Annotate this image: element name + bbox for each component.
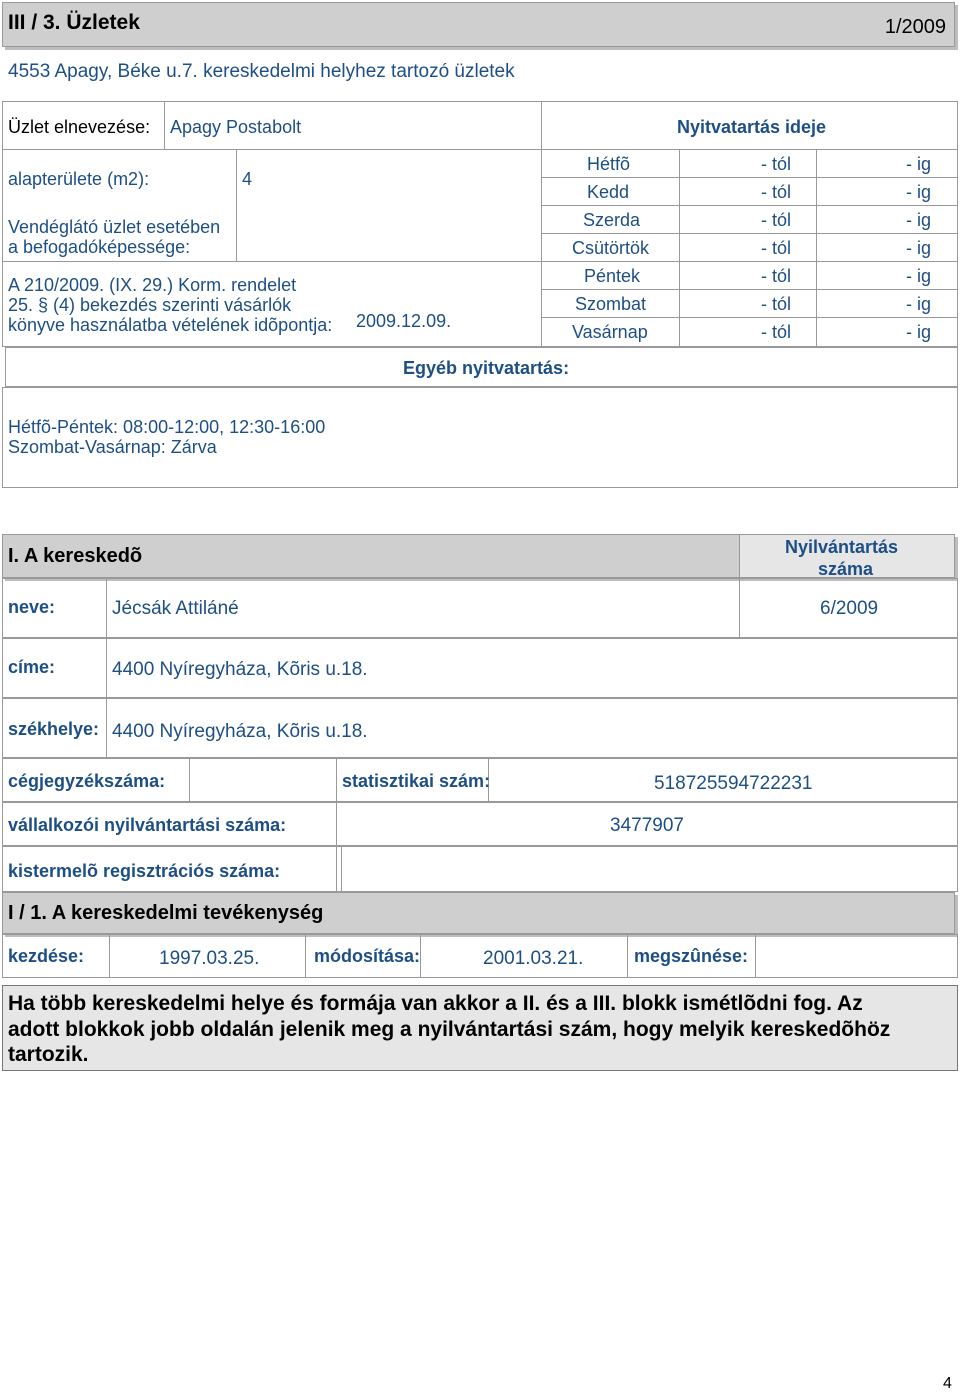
regulation-label-1: A 210/2009. (IX. 29.) Korm. rendelet xyxy=(8,275,297,295)
modified-label: módosítása: xyxy=(314,946,421,966)
start-value: 1997.03.25. xyxy=(159,948,260,969)
shop-name-value: Apagy Postabolt xyxy=(170,117,302,137)
day-monday: Hétfõ xyxy=(587,154,631,174)
company-reg-label: cégjegyzékszáma: xyxy=(8,771,166,791)
thursday-from: - tól xyxy=(761,238,792,258)
day-sunday: Vasárnap xyxy=(572,322,648,342)
tuesday-to: - ig xyxy=(906,182,932,202)
page-number: 4 xyxy=(943,1375,952,1392)
opening-hours-title: Nyitvatartás ideje xyxy=(677,117,827,137)
trader-section-title: I. A kereskedõ xyxy=(8,545,143,567)
note-line-3: tartozik. xyxy=(8,1043,89,1066)
trader-address-label: címe: xyxy=(8,657,56,677)
friday-from: - tól xyxy=(761,266,792,286)
regulation-label-2: 25. § (4) bekezdés szerinti vásárlók xyxy=(8,295,292,315)
trader-address-value: 4400 Nyíregyháza, Kõris u.18. xyxy=(112,659,368,680)
sunday-from: - tól xyxy=(761,322,792,342)
wednesday-to: - ig xyxy=(906,210,932,230)
capacity-label-2: a befogadóképessége: xyxy=(8,237,191,257)
trader-name-label: neve: xyxy=(8,597,56,617)
saturday-to: - ig xyxy=(906,294,932,314)
saturday-from: - tól xyxy=(761,294,792,314)
note-line-2: adott blokkok jobb oldalán jelenik meg a nyilvántartási szám, hogy melyik kereskedõhöz xyxy=(8,1018,891,1041)
friday-to: - ig xyxy=(906,266,932,286)
activity-section-title: I / 1. A kereskedelmi tevékenység xyxy=(8,902,324,924)
activity-dates-row xyxy=(2,934,958,978)
section-title: III / 3. Üzletek xyxy=(8,11,140,34)
trader-reg-number: 6/2009 xyxy=(820,598,879,619)
capacity-label-1: Vendéglátó üzlet esetében xyxy=(8,217,221,237)
day-wednesday: Szerda xyxy=(583,210,641,230)
trader-seat-label: székhelye: xyxy=(8,719,100,739)
reg-number-header-2: száma xyxy=(818,559,874,579)
area-label: alapterülete (m2): xyxy=(8,169,150,189)
modified-value: 2001.03.21. xyxy=(483,948,584,969)
trader-seat-value: 4400 Nyíregyháza, Kõris u.18. xyxy=(112,721,368,742)
other-hours-line-1: Hétfõ-Péntek: 08:00-12:00, 12:30-16:00 xyxy=(8,417,326,437)
entrepreneur-value: 3477907 xyxy=(610,815,684,836)
day-saturday: Szombat xyxy=(575,294,647,314)
wednesday-from: - tól xyxy=(761,210,792,230)
monday-from: - tól xyxy=(761,154,792,174)
stat-number-value: 518725594722231 xyxy=(654,773,813,794)
thursday-to: - ig xyxy=(906,238,932,258)
reg-number-header-1: Nyilvántartás xyxy=(785,537,899,557)
producer-label: kistermelõ regisztrációs száma: xyxy=(8,861,281,881)
stat-number-label: statisztikai szám: xyxy=(342,771,491,791)
regulation-date: 2009.12.09. xyxy=(356,311,452,331)
tuesday-from: - tól xyxy=(761,182,792,202)
end-label: megszûnése: xyxy=(634,946,749,966)
note-line-1: Ha több kereskedelmi helye és formája van akkor a II. és a III. blokk ismétlõdni fog. Az xyxy=(8,992,863,1015)
area-value: 4 xyxy=(242,169,253,189)
address-line: 4553 Apagy, Béke u.7. kereskedelmi helyhez tartozó üzletek xyxy=(8,61,515,82)
sunday-to: - ig xyxy=(906,322,932,342)
doc-id: 1/2009 xyxy=(884,16,946,38)
monday-to: - ig xyxy=(906,154,932,174)
other-hours-line-2: Szombat-Vasárnap: Zárva xyxy=(8,437,217,457)
header-bar xyxy=(2,2,955,47)
entrepreneur-label: vállalkozói nyilvántartási száma: xyxy=(8,815,287,835)
day-friday: Péntek xyxy=(584,266,641,286)
regulation-label-3: könyve használatba vételének idõpontja: xyxy=(8,315,333,335)
other-hours-title: Egyéb nyitvatartás: xyxy=(403,358,570,378)
day-thursday: Csütörtök xyxy=(572,238,650,258)
trader-name-value: Jécsák Attiláné xyxy=(112,598,239,619)
day-tuesday: Kedd xyxy=(587,182,630,202)
start-label: kezdése: xyxy=(8,946,85,966)
shop-name-label: Üzlet elnevezése: xyxy=(8,117,151,137)
